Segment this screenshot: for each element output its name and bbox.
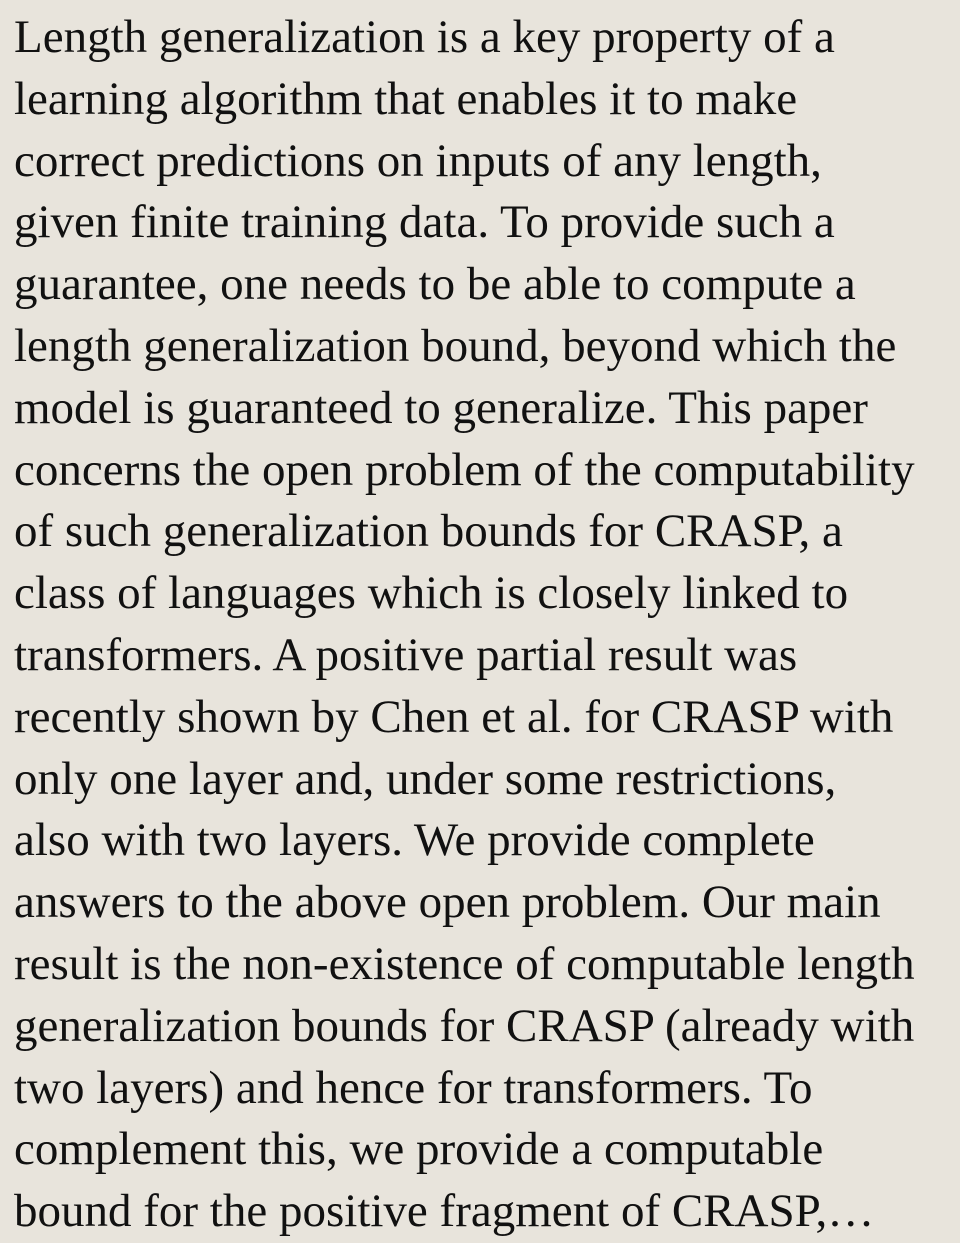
text-line: generalization bounds for CRASP (already with	[14, 999, 915, 1052]
text-line: bound for the positive fragment of CRASP,…	[14, 1185, 875, 1238]
text-line: result is the non-existence of computable length	[14, 937, 915, 990]
text-line: guarantee, one needs to be able to compute a	[14, 258, 856, 311]
text-line: complement this, we provide a computable	[14, 1123, 824, 1176]
text-line: two layers) and hence for transformers. To	[14, 1061, 813, 1114]
text-line: correct predictions on inputs of any length,	[14, 134, 822, 187]
text-line: given finite training data. To provide such a	[14, 196, 835, 249]
text-line: length generalization bound, beyond which the	[14, 319, 897, 372]
text-line: recently shown by Chen et al. for CRASP with	[14, 690, 894, 743]
text-line: model is guaranteed to generalize. This paper	[14, 381, 868, 434]
text-line: concerns the open problem of the computability	[14, 443, 915, 496]
text-line: answers to the above open problem. Our main	[14, 876, 881, 929]
text-line: class of languages which is closely linked to	[14, 567, 849, 620]
text-line: also with two layers. We provide complete	[14, 814, 815, 867]
text-line: Length generalization is a key property of a	[14, 11, 835, 63]
text-line: transformers. A positive partial result was	[14, 628, 798, 681]
text-line: learning algorithm that enables it to make	[14, 72, 798, 125]
text-line: only one layer and, under some restrictions,	[14, 752, 837, 805]
text-line: of such generalization bounds for CRASP, a	[14, 505, 843, 558]
